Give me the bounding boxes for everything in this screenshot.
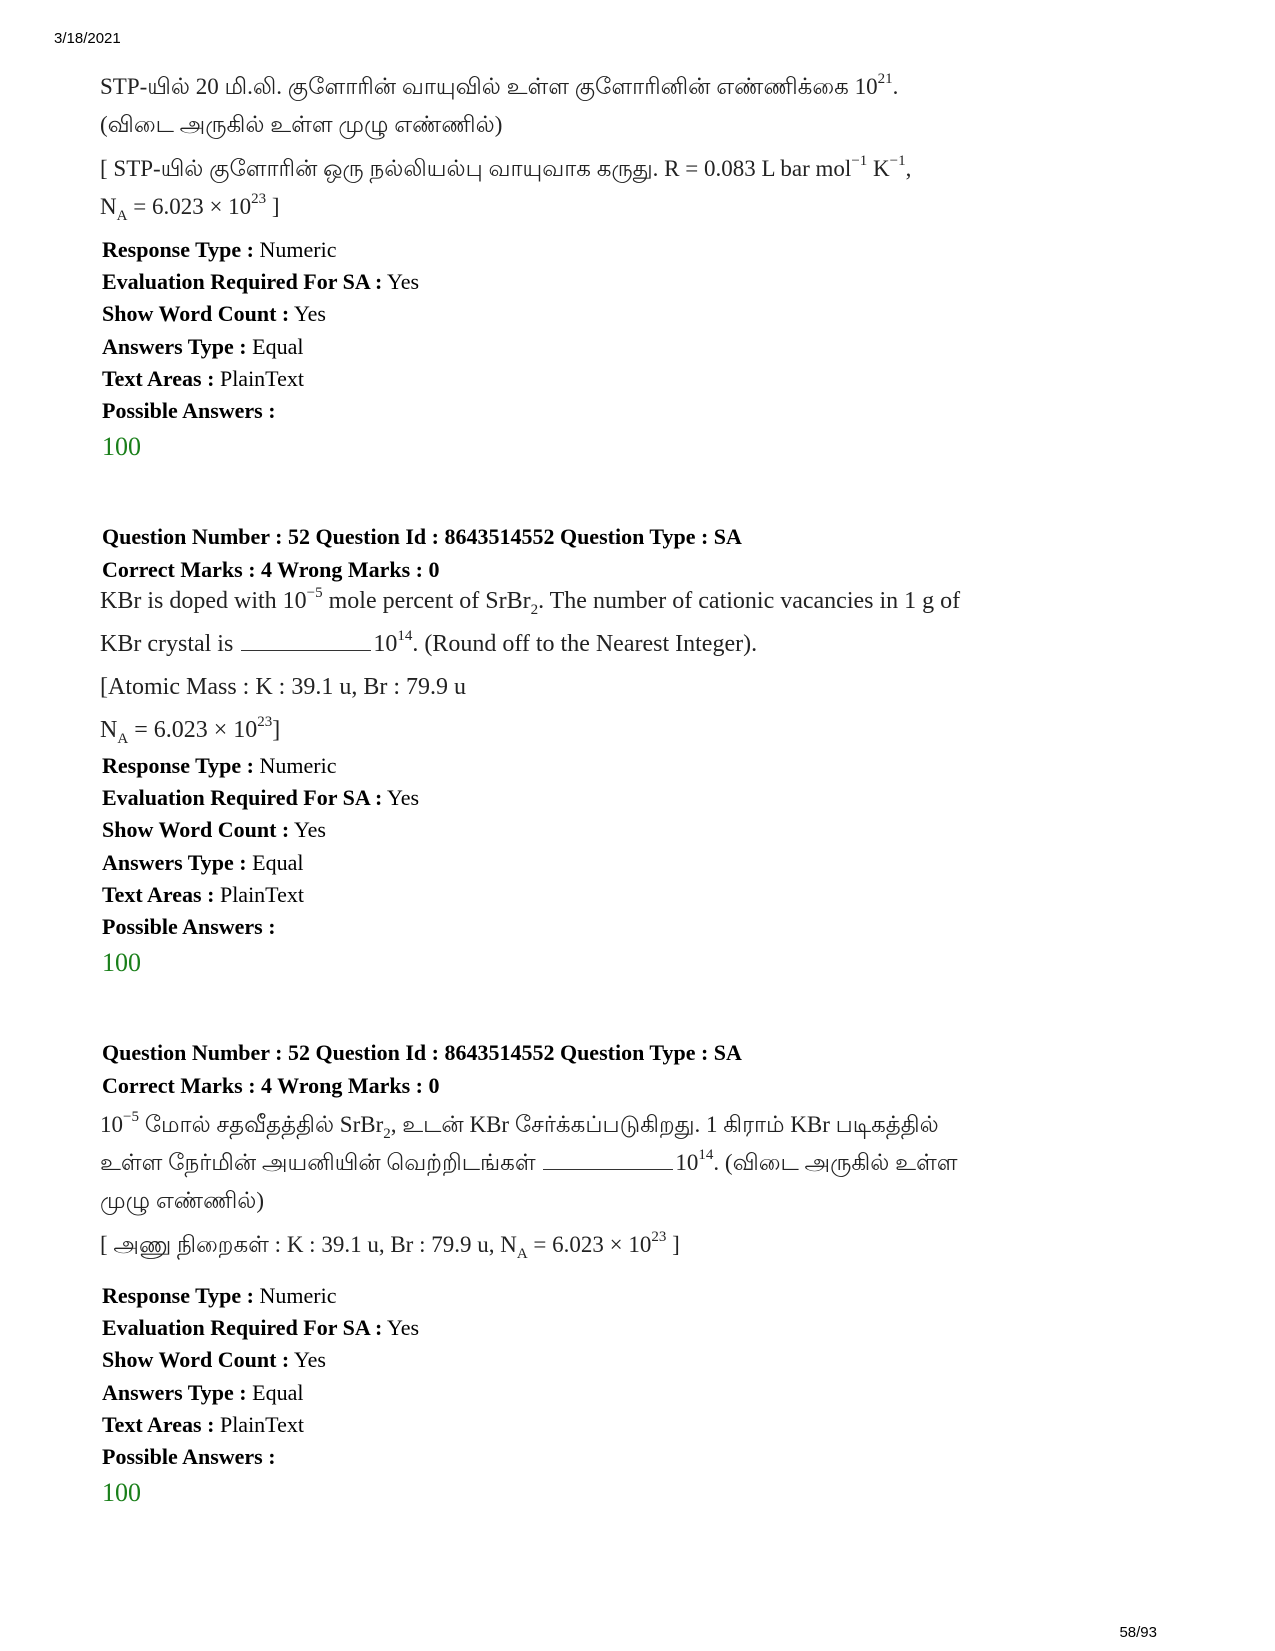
- question-52-english-text: [100, 580, 1130, 752]
- question-line: $N_A = 6.023 \times 10^{23}$ ]: [100, 191, 280, 224]
- evaluation-row: Evaluation Required For SA : Yes: [102, 269, 420, 295]
- answers-type-row: Answers Type : Equal: [102, 333, 304, 359]
- page-number: 58/93: [1119, 1624, 1157, 1641]
- answers-type-row: Answers Type : Equal: [102, 849, 304, 875]
- question-line: (விடை அருகில் உள்ள முழு எண்ணில்): [100, 112, 503, 137]
- question-line: [ STP-யில் குளோரின் ஒரு நல்லியல்பு வாயுவாக கருது. R = 0.083 L bar mol$^{-1}$ $K^{-1}$,: [100, 153, 912, 181]
- word-count-row: Show Word Count : Yes: [102, 301, 326, 327]
- question-header-52-tamil: [102, 1036, 742, 1102]
- marks-line: Correct Marks : 4 Wrong Marks : 0: [102, 557, 440, 582]
- question-line: முழு எண்ணில்): [100, 1188, 265, 1213]
- word-count-row: Show Word Count : Yes: [102, 1347, 326, 1373]
- text-areas-row: Text Areas : PlainText: [102, 1411, 304, 1437]
- text-areas-row: Text Areas : PlainText: [102, 881, 304, 907]
- response-type-row: Response Type : Numeric: [102, 237, 337, 262]
- marks-line: Correct Marks : 4 Wrong Marks : 0: [102, 1073, 440, 1098]
- possible-answers-row: Possible Answers :: [102, 398, 276, 424]
- response-meta-2: [102, 750, 419, 979]
- question-51-tamil-text: [100, 68, 1130, 226]
- answer-blank: [241, 630, 371, 651]
- possible-answers-row: Possible Answers :: [102, 1444, 276, 1470]
- question-line: $10^{-5}$ மோல் சதவீதத்தில் SrBr$_2$, உடன் KBr சேர்க்கப்படுகிறது. 1 கிராம் KBr படிகத்தில்: [100, 1109, 939, 1142]
- question-line: [ அணு நிறைகள் : K : 39.1 u, Br : 79.9 u, $N_A = 6.023 \times 10^{23}$ ]: [100, 1229, 680, 1262]
- possible-answer-value: 100: [102, 1478, 141, 1508]
- page-date: 3/18/2021: [54, 30, 121, 47]
- response-meta-1: [102, 234, 419, 463]
- question-line: STP-யில் 20 மி.லி. குளோரின் வாயுவில் உள்ள குளோரினின் எண்ணிக்கை $10^{21}$.: [100, 71, 899, 99]
- question-id-line: Question Number : 52 Question Id : 8643514552 Question Type : SA: [102, 1040, 742, 1065]
- word-count-row: Show Word Count : Yes: [102, 817, 326, 843]
- evaluation-row: Evaluation Required For SA : Yes: [102, 785, 420, 811]
- response-type-row: Response Type : Numeric: [102, 753, 337, 778]
- answers-type-row: Answers Type : Equal: [102, 1379, 304, 1405]
- text-areas-row: Text Areas : PlainText: [102, 365, 304, 391]
- possible-answers-row: Possible Answers :: [102, 914, 276, 940]
- question-line: $N_A = 6.023 \times 10^{23}$]: [100, 714, 281, 747]
- response-meta-3: [102, 1280, 419, 1509]
- possible-answer-value: 100: [102, 948, 141, 978]
- question-id-line: Question Number : 52 Question Id : 8643514552 Question Type : SA: [102, 524, 742, 549]
- possible-answer-value: 100: [102, 432, 141, 462]
- answer-blank: [543, 1149, 673, 1170]
- response-type-row: Response Type : Numeric: [102, 1283, 337, 1308]
- question-line: KBr crystal is $10^{14}$. (Round off to the Nearest Integer).: [100, 628, 758, 657]
- question-header-52: [102, 520, 742, 586]
- question-line: உள்ள நேர்மின் அயனியின் வெற்றிடங்கள் $10^{14}$. (விடை அருகில் உள்ள: [100, 1147, 958, 1175]
- question-line: KBr is doped with $10^{-5}$ mole percent of SrBr$_2$. The number of cationic vacancies in 1 g of: [100, 585, 961, 618]
- evaluation-row: Evaluation Required For SA : Yes: [102, 1315, 420, 1341]
- question-52-tamil-text: [100, 1106, 1130, 1264]
- question-line: [Atomic Mass : K : 39.1 u, Br : 79.9 u: [100, 674, 466, 700]
